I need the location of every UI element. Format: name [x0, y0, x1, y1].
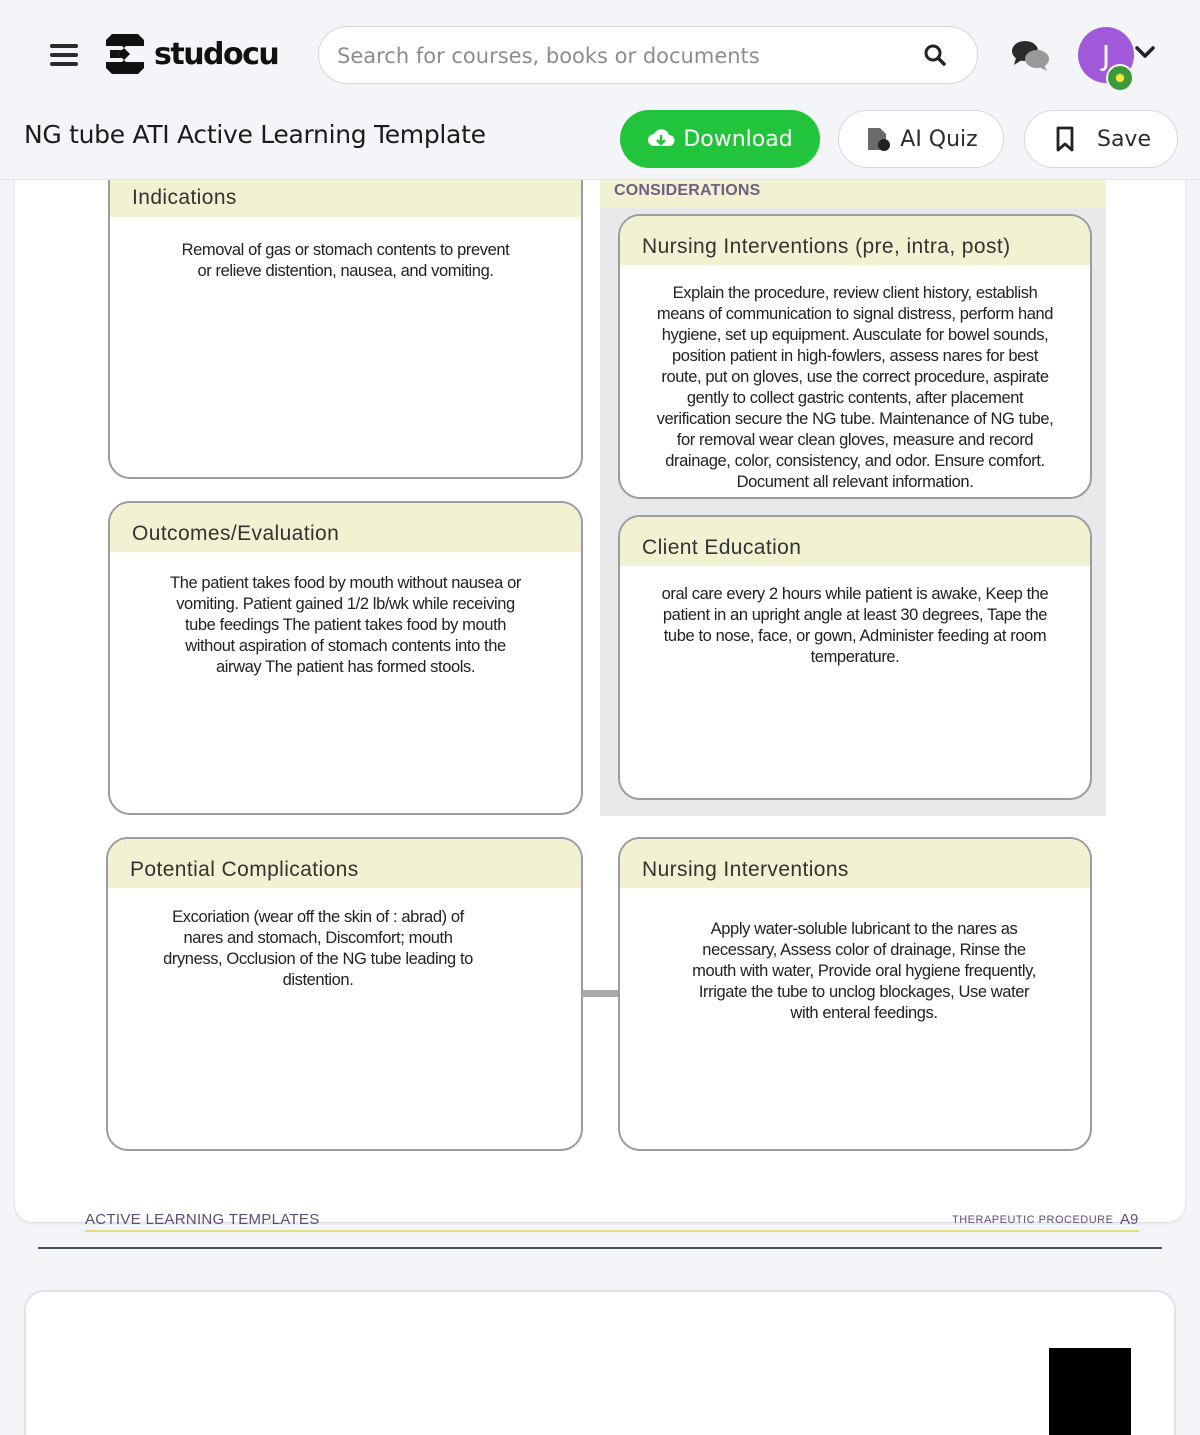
card-title: Client Education [642, 536, 802, 559]
footer-rule [85, 1230, 1139, 1232]
text-line: Apply water-soluble lubricant to the nares as [710, 920, 1018, 938]
text-line: patient in an upright angle at least 30 degrees, Tape the [662, 606, 1048, 624]
badge-icon [1106, 64, 1134, 92]
download-button[interactable] [620, 110, 820, 168]
text-line: gently to collect gastric contents, after placement [686, 389, 1024, 407]
text-line: distention. [282, 971, 354, 989]
text-line: tube to nose, face, or gown, Administer feeding at room [663, 627, 1047, 645]
chevron-down-icon[interactable] [1134, 44, 1156, 60]
card-text [620, 283, 1090, 493]
text-line: position patient in high-fowlers, assess nares for best [672, 347, 1038, 365]
card-title: Potential Complications [130, 858, 359, 881]
text-line: hygiene, set up equipment. Ausculate for bowel sounds, [661, 326, 1049, 344]
text-line: Excoriation (wear off the skin of : abrad) of [172, 908, 464, 926]
download-label: Download [683, 126, 793, 152]
save-button[interactable] [1024, 110, 1178, 168]
text-line: tube feedings The patient takes food by mouth [184, 616, 507, 634]
card-text [110, 573, 581, 678]
card-title: Indications [132, 186, 237, 209]
text-line: verification secure the NG tube. Maintenance of NG tube, [656, 410, 1054, 428]
cloud-download-icon [647, 126, 675, 152]
card-connector [582, 990, 618, 997]
text-line: route, put on gloves, use the correct procedure, aspirate [661, 368, 1049, 386]
search-icon[interactable] [923, 43, 947, 67]
text-line: drainage, color, consistency, and odor. Ensure comfort. [665, 452, 1045, 470]
text-line: nares and stomach, Discomfort; mouth [183, 929, 453, 947]
card-text [620, 584, 1090, 668]
top-bar [0, 0, 1200, 180]
card-title: Outcomes/Evaluation [132, 522, 340, 545]
client-education-card [618, 515, 1092, 800]
chat-icon[interactable] [1010, 38, 1050, 74]
indications-card [108, 160, 583, 479]
text-line: temperature. [810, 648, 900, 666]
text-line: necessary, Assess color of drainage, Rinse the [702, 941, 1026, 959]
footer-procedure-label: THERAPEUTIC PROCEDURE [952, 1214, 1114, 1226]
footer-page-number: A9 [1120, 1211, 1139, 1228]
nursing-interventions-card [618, 837, 1092, 1151]
text-line: or relieve distention, nausea, and vomiting. [197, 262, 494, 280]
avatar-initial: J [1101, 38, 1111, 72]
search-input[interactable] [337, 41, 897, 71]
text-line: airway The patient has formed stools. [215, 658, 476, 676]
text-line: means of communication to signal distress, perform hand [656, 305, 1054, 323]
redacted-block [1049, 1348, 1131, 1435]
document-title: NG tube ATI Active Learning Template [24, 120, 486, 149]
text-line: oral care every 2 hours while patient is awake, Keep the [661, 585, 1049, 603]
text-line: Document all relevant information. [736, 473, 974, 491]
quiz-icon [864, 126, 892, 152]
ai-quiz-label: AI Quiz [900, 126, 978, 152]
save-label: Save [1096, 126, 1151, 152]
text-line: dryness, Occlusion of the NG tube leading to [163, 950, 473, 968]
next-document-page [24, 1290, 1176, 1435]
logo-text: studocu [154, 36, 279, 72]
potential-complications-card [106, 837, 583, 1151]
ai-quiz-button[interactable] [838, 110, 1004, 168]
card-title: Nursing Interventions [642, 858, 849, 881]
card-text [110, 240, 581, 282]
text-line: with enteral feedings. [790, 1004, 938, 1022]
nursing-interventions-pre-card [618, 214, 1092, 499]
text-line: without aspiration of stomach contents into the [185, 637, 506, 655]
card-text [108, 907, 528, 991]
text-line: vomiting. Patient gained 1/2 lb/wk while receiving [176, 595, 515, 613]
text-line: Removal of gas or stomach contents to prevent [181, 241, 510, 259]
menu-icon[interactable] [50, 44, 78, 68]
footer-template-label: ACTIVE LEARNING TEMPLATES [85, 1211, 320, 1228]
card-title: Nursing Interventions (pre, intra, post) [642, 235, 1011, 258]
card-text [618, 919, 1092, 1024]
studocu-logo[interactable] [104, 30, 278, 78]
logo-mark-icon [104, 30, 150, 78]
text-line: Irrigate the tube to unclog blockages, Use water [698, 983, 1030, 1001]
page-separator [38, 1247, 1162, 1249]
text-line: mouth with water, Provide oral hygiene frequently, [692, 962, 1036, 980]
text-line: Explain the procedure, review client history, establish [672, 284, 1038, 302]
considerations-label: CONSIDERATIONS [614, 182, 761, 199]
search-box[interactable] [318, 26, 978, 84]
text-line: for removal wear clean gloves, measure and record [676, 431, 1034, 449]
bookmark-icon [1051, 126, 1079, 152]
text-line: The patient takes food by mouth without nausea or [170, 574, 521, 592]
outcomes-evaluation-card [108, 501, 583, 815]
